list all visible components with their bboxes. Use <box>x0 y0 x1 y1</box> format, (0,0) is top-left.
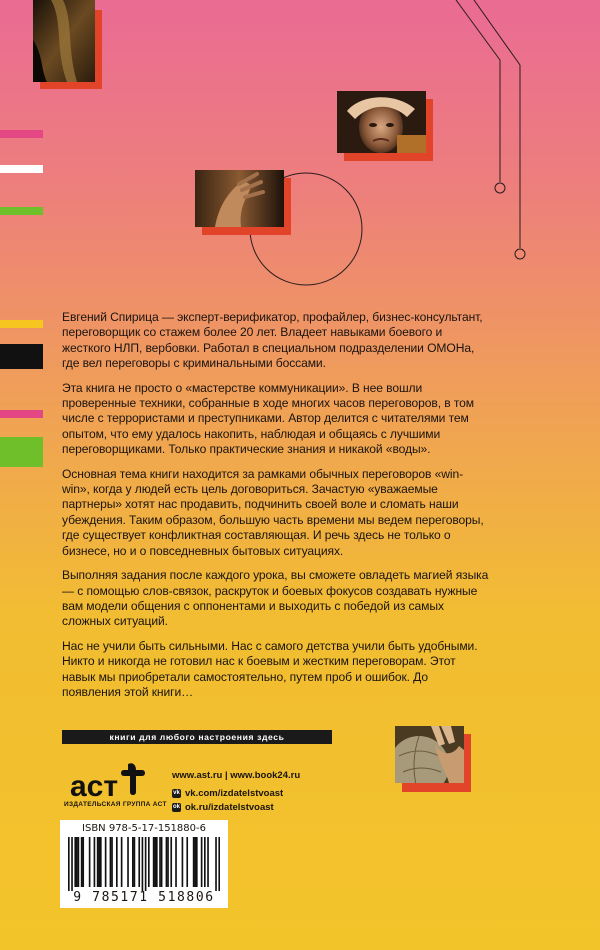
ast-logo-text: аст <box>70 770 119 803</box>
publisher-websites[interactable]: www.ast.ru | www.book24.ru <box>172 770 301 781</box>
barcode-bar <box>89 837 91 887</box>
decor-node-1 <box>495 183 505 193</box>
barcode-bar <box>105 837 107 887</box>
book-description <box>62 310 490 709</box>
barcode-bar <box>100 837 102 887</box>
ok-link[interactable] <box>172 802 274 813</box>
decor-line-2 <box>474 0 520 248</box>
barcode-bar <box>74 837 76 887</box>
barcode-bar <box>175 837 177 887</box>
barcode-bar <box>196 837 198 887</box>
barcode-bar <box>97 837 99 887</box>
barcode-bar <box>132 837 134 887</box>
barcode-bar <box>98 837 100 887</box>
vk-icon: vk <box>173 790 180 796</box>
barcode-bar <box>193 837 195 887</box>
barcode-bar <box>154 837 156 887</box>
barcode-bar <box>145 837 147 891</box>
stripe-pink-1 <box>0 130 43 138</box>
barcode-bar <box>68 837 70 891</box>
barcode-bar <box>78 837 80 887</box>
barcode-bar <box>170 837 172 887</box>
barcode-bar <box>156 837 158 887</box>
description-paragraph-5: Нас не учили быть сильными. Нас с самого детства учили быть удобными. Никто и никогда не готовил нас к боевым и жестким переговорам. Этот навык мы приобретали самостоятельно, путем проб и ошибок. До появления этой книги… <box>62 638 478 699</box>
barcode-bar <box>166 837 168 887</box>
barcode-bar <box>201 837 203 887</box>
barcode-bar <box>111 837 113 887</box>
barcode-bar <box>94 837 96 887</box>
barcode-bar <box>159 837 161 887</box>
description-paragraph-3: Основная тема книги находится за рамками обычных переговоров «win-win», когда у людей есть цель договориться. Зачастую «уважаемые партнеры» хотят нас продавить, подчинить своей воле и сломать наши убеждения. Таким образом, большую часть времени мы ведем переговоры, где существует конфликтная составляющая. И речь здесь не только о бизнесе, но и о повседневных бытовых ситуациях. <box>62 466 484 558</box>
artwork-fragment-woman-holding-head <box>337 91 426 153</box>
stripe-green-1 <box>0 207 43 215</box>
barcode-bar <box>81 837 83 887</box>
description-paragraph-4: Выполняя задания после каждого урока, вы сможете овладеть магией языка — с помощью слов-связок, раскруток и боевых фокусов создавать нужные вам модели общения с оппонентами и выходить с победой из самых сложных ситуаций. <box>62 568 489 629</box>
barcode-bar <box>71 837 73 891</box>
artwork-fragment-hand-on-globe <box>395 726 464 783</box>
barcode-bar <box>110 837 112 887</box>
barcode-bar <box>148 837 150 887</box>
barcode-block <box>60 820 228 908</box>
barcode-bar <box>76 837 78 887</box>
barcode-bar <box>182 837 184 887</box>
barcode-bar <box>161 837 163 887</box>
publisher-caption: ИЗДАТЕЛЬСКАЯ ГРУППА АСТ <box>64 801 167 808</box>
stripe-yellow-1 <box>0 320 43 328</box>
barcode-bar <box>116 837 118 887</box>
ean-digits: 9 785171 518806 <box>73 890 215 905</box>
description-paragraph-1: Евгений Спирица — эксперт-верификатор, профайлер, бизнес-консультант, переговорщик со стажем более 20 лет. Владеет навыками боевого и жесткого НЛП, вербовки. Работал в специальном подразделении ОМОНа, где вел переговоры с криминальными боссами. <box>62 310 483 371</box>
vk-link-text: vk.com/izdatelstvoast <box>185 788 284 799</box>
description-paragraph-2: Эта книга не просто о «мастерстве коммуникации». В нее вошли проверенные техники, собранные в ходе многих часов переговоров, в том числе с террористами и преступниками. Автор делится с читателями тем опытом, что ему удалось накопить, наблюдая и общаясь с лучшими переговорщиками. Только практические знания и никакой «воды». <box>62 380 474 457</box>
decor-node-2 <box>515 249 525 259</box>
barcode-bar <box>142 837 144 891</box>
barcode-bar <box>186 837 188 887</box>
stripe-black-1 <box>0 344 43 369</box>
barcode-bar <box>127 837 129 887</box>
vk-link[interactable] <box>172 788 283 799</box>
artwork-fragment-hand-on-face <box>195 170 284 227</box>
barcode-bar <box>153 837 155 887</box>
barcode-bar <box>167 837 169 887</box>
barcode-bar <box>121 837 123 887</box>
barcode-bar <box>218 837 220 891</box>
barcode-bar <box>134 837 136 887</box>
barcode-bar <box>204 837 206 887</box>
odnoklassniki-icon: ok <box>172 804 180 810</box>
stripe-pink-2 <box>0 410 43 418</box>
barcode-bar <box>82 837 84 887</box>
tagline-banner: книги для любого настроения здесь <box>62 730 332 744</box>
barcode-bar <box>207 837 209 887</box>
artwork-fragment-top-left <box>33 0 95 82</box>
ast-logo <box>62 760 162 820</box>
barcode-bar <box>138 837 140 887</box>
stripe-green-2 <box>0 437 43 467</box>
stripe-white-1 <box>0 165 43 173</box>
ok-link-text: ok.ru/izdatelstvoast <box>185 802 274 813</box>
barcode-bar <box>215 837 217 891</box>
isbn-number: ISBN 978-5-17-151880-6 <box>82 823 206 834</box>
barcode-bar <box>194 837 196 887</box>
ean-barcode <box>68 837 220 891</box>
